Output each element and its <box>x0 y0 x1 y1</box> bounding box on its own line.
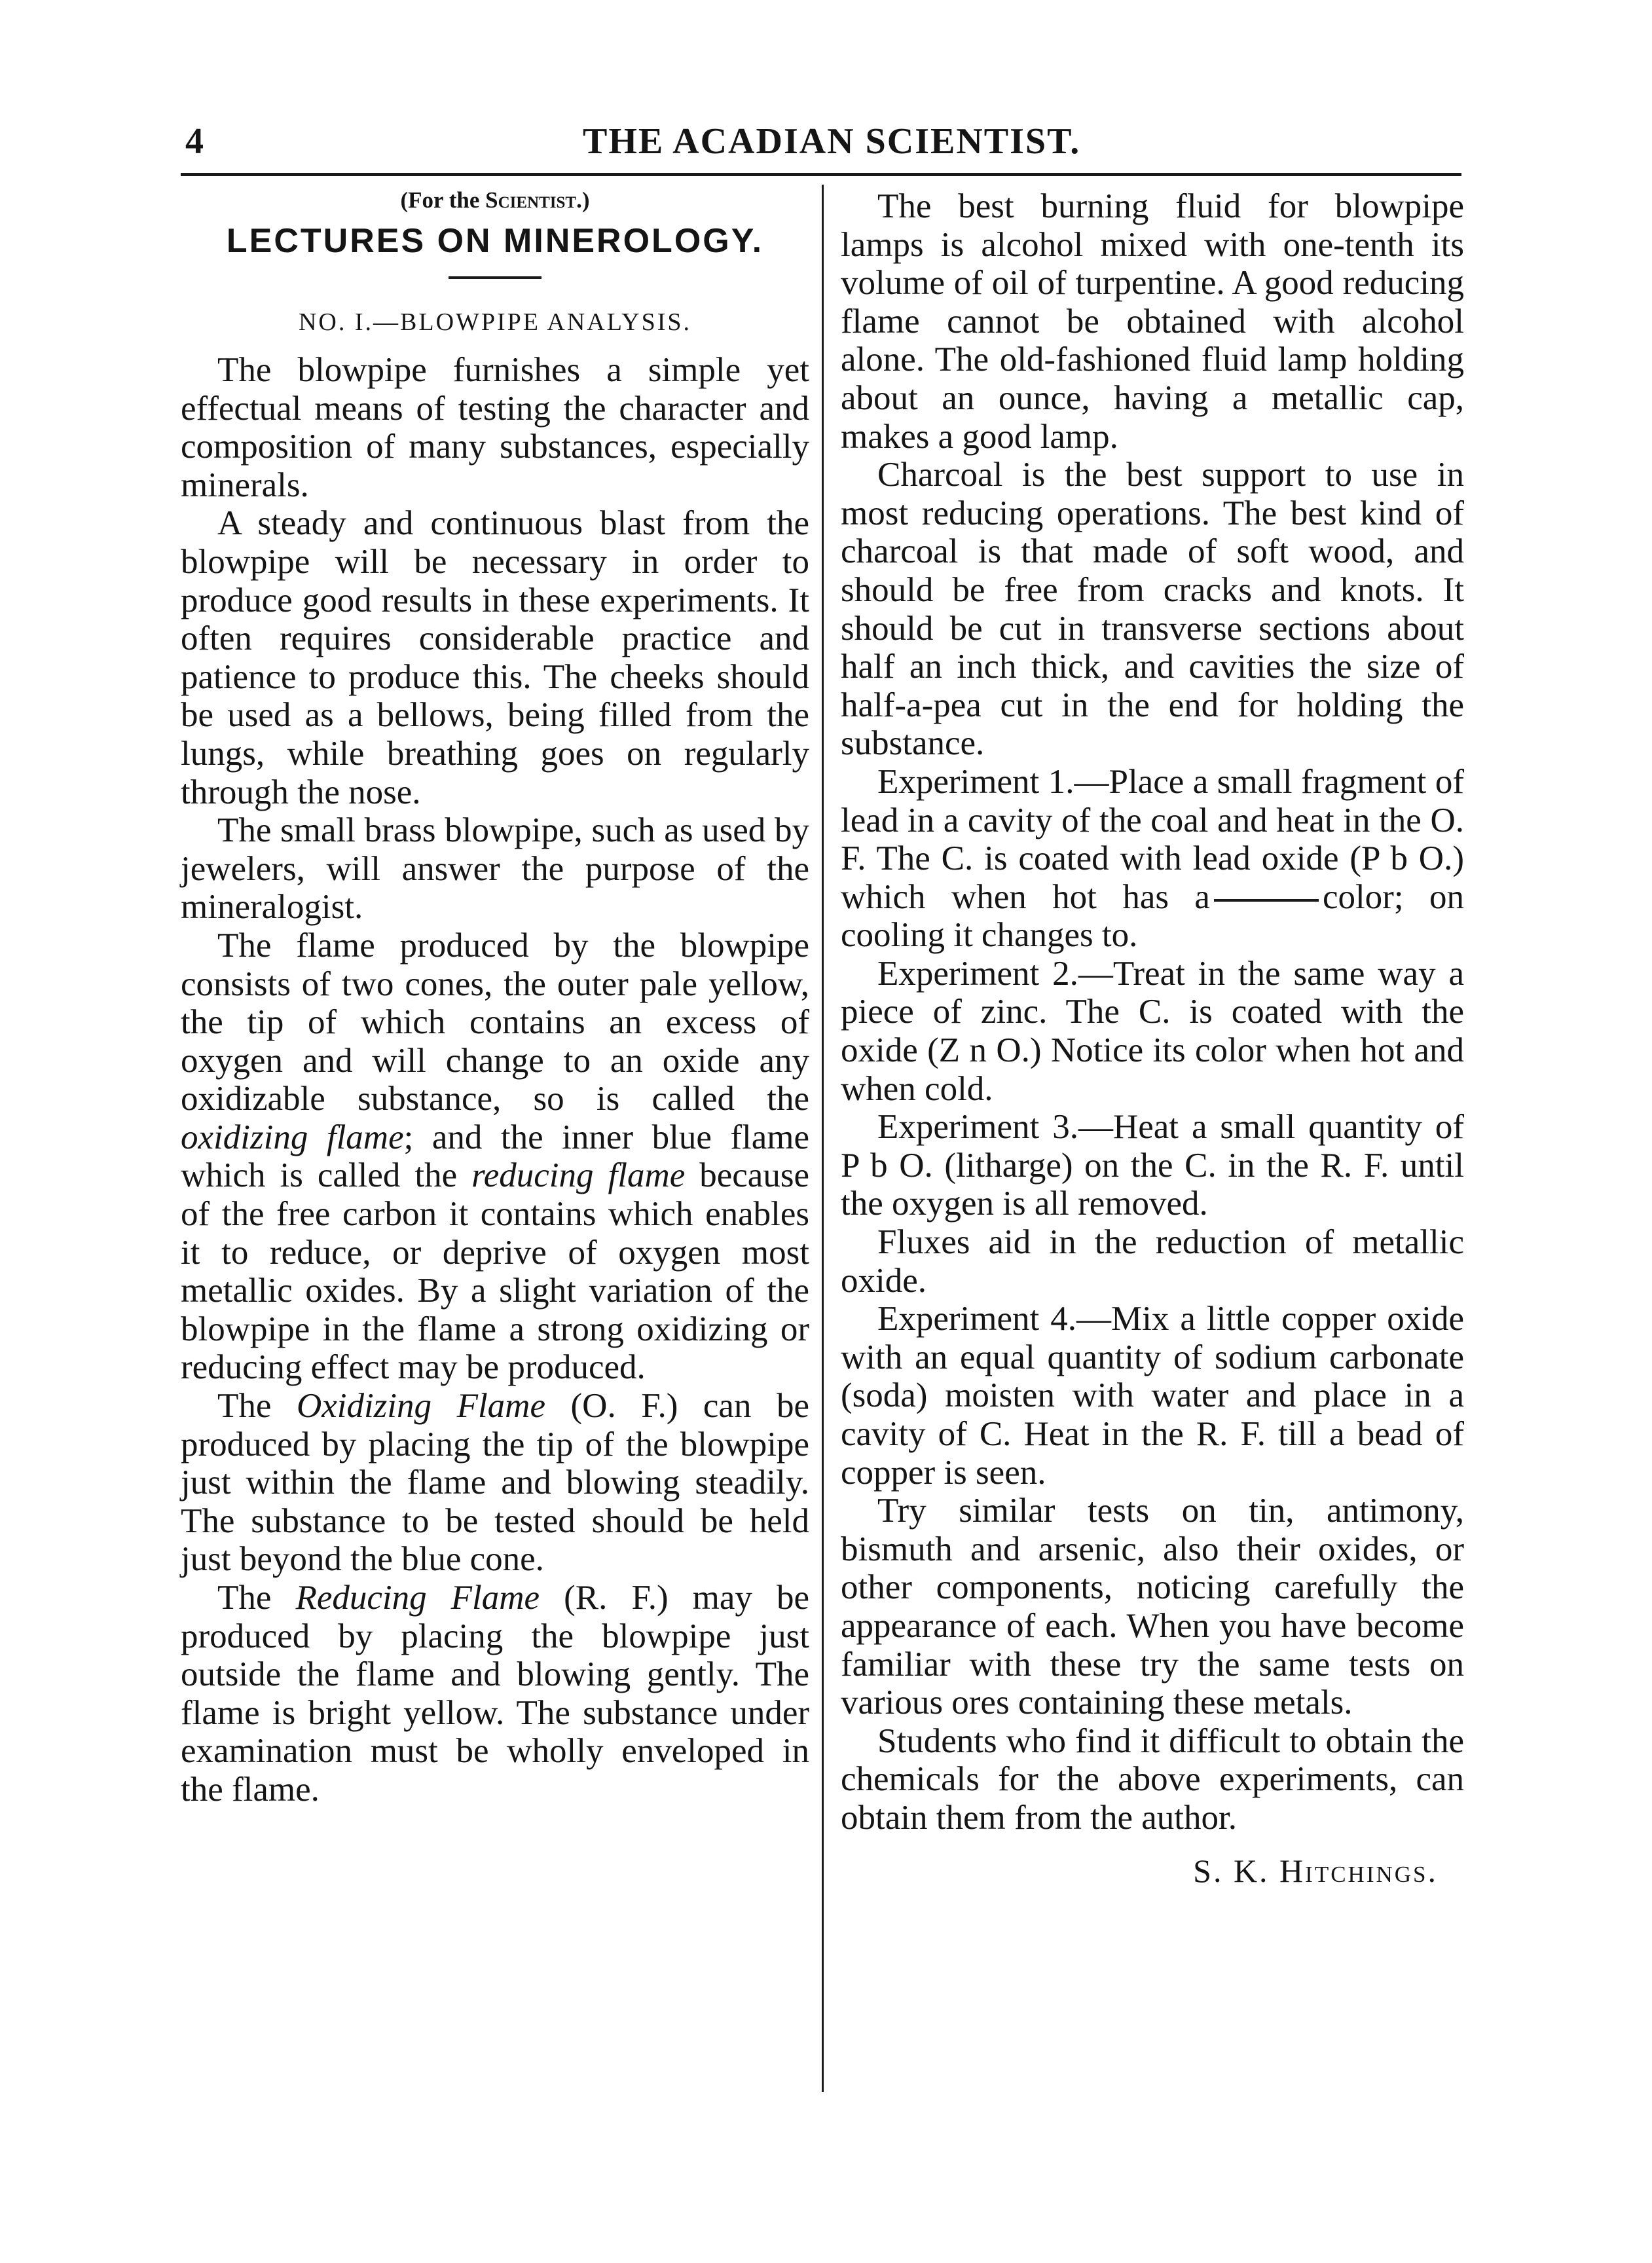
contributor-note-name: Scientist <box>485 187 577 213</box>
experiment-1-text-a: Experiment 1.—Place a small fragment of lead in a cavity of the coal and heat in the O. F. The C. is coated with lead oxide (P b O.) which when hot has a <box>841 762 1464 916</box>
paragraph-blast: A steady and continuous blast from the blowpipe will be necessary in order to produce good results in these experiments. It often requires considerable practice and patience to produce this. The cheeks should be used as a bellows, being filled from the lungs, while breathing goes on regularly through the nose. <box>181 504 809 811</box>
paragraph-flame-cones <box>181 927 809 1387</box>
right-column <box>841 187 1464 1890</box>
page-number: 4 <box>185 121 204 162</box>
paragraph-burning-fluid: The best burning fluid for blowpipe lamps is alcohol mixed with one-tenth its volume of oil of turpentine. A good reducing flame cannot be obtained with alcohol alone. The old-fashioned fluid lamp holding about an ounce, having a metallic cap, makes a good lamp. <box>841 187 1464 456</box>
paragraph-experiment-2: Experiment 2.—Treat in the same way a piece of zinc. The C. is coated with the oxide (Z n O.) Notice its color when hot and when cold. <box>841 954 1464 1108</box>
term-reducing-flame-heading: Reducing Flame <box>295 1579 540 1617</box>
header-rule <box>181 173 1461 176</box>
author-signature: S. K. Hitchings. <box>1193 1852 1438 1889</box>
column-rule <box>822 185 824 2092</box>
contributor-note-prefix: (For the <box>400 187 486 213</box>
paragraph-charcoal: Charcoal is the best support to use in most reducing operations. The best kind of charcoal is that made of soft wood, and should be free from cracks and knots. It should be cut in transverse sections about half an inch thick, and cavities the size of half-a-pea cut in the end for holding the substance. <box>841 456 1464 763</box>
paragraph-reducing-flame <box>181 1579 809 1809</box>
oxidizing-text-b: (O. F.) can be produced by placing the tip of the blowpipe just within the flame and blowing steadily. The substance to be tested should be held just beyond the blue cone. <box>181 1387 809 1579</box>
term-oxidizing-flame-heading: Oxidizing Flame <box>296 1387 545 1426</box>
paragraph-experiment-4: Experiment 4.—Mix a little copper oxide with an equal quantity of sodium carbonate (soda) moisten with water and place in a cavity of C. Heat in the R. F. till a bead of copper is seen. <box>841 1300 1464 1492</box>
reducing-text-a: The <box>217 1579 296 1617</box>
oxidizing-text-a: The <box>217 1387 297 1426</box>
term-reducing-flame: reducing flame <box>471 1156 686 1195</box>
left-column <box>181 187 809 1809</box>
paragraph-brass-blowpipe: The small brass blowpipe, such as used by jewelers, will answer the purpose of the mineralogist. <box>181 811 809 927</box>
contributor-note-suffix: .) <box>576 187 590 213</box>
paragraph-fluxes: Fluxes aid in the reduction of metallic oxide. <box>841 1223 1464 1300</box>
term-oxidizing-flame: oxidizing flame <box>181 1118 404 1156</box>
paragraph-similar-tests: Try similar tests on tin, antimony, bismuth and arsenic, also their oxides, or other components, noticing carefully the appearance of each. When you have become familiar with these try the same tests on various ores containing these metals. <box>841 1492 1464 1722</box>
flame-cones-text-b: ; and the inner blue flame which is called the <box>181 1118 810 1195</box>
paragraph-intro: The blowpipe furnishes a simple yet effectual means of testing the character and composition of many substances, especially minerals. <box>181 351 809 504</box>
title-dash <box>449 276 541 279</box>
experiment-1-text-b: color; on cooling it changes to. <box>841 877 1464 955</box>
paragraph-oxidizing-flame <box>181 1387 809 1579</box>
flame-cones-text-a: The flame produced by the blowpipe consists of two cones, the outer pale yellow, the tip of which contains an excess of oxygen and will change to an oxide any oxidizable substance, so is called the <box>181 926 809 1118</box>
paragraph-experiment-3: Experiment 3.—Heat a small quantity of P b O. (litharge) on the C. in the R. F. until the oxygen is all removed. <box>841 1108 1464 1223</box>
paragraph-students: Students who find it difficult to obtain the chemicals for the above experiments, can obtain them from the author. <box>841 1721 1464 1837</box>
contributor-note <box>181 187 809 213</box>
running-head: THE ACADIAN SCIENTIST. <box>583 121 1081 162</box>
fill-in-blank <box>1214 899 1319 902</box>
reducing-text-b: (R. F.) may be produced by placing the blowpipe just outside the flame and blowing gently. The flame is bright yellow. The substance under examination must be wholly enveloped in the flame. <box>181 1579 810 1809</box>
paragraph-experiment-1 <box>841 763 1464 955</box>
flame-cones-text-c: because of the free carbon it contains which enables it to reduce, or deprive of oxygen most metallic oxides. By a slight variation of the blowpipe in the flame a strong oxidizing or reducing effect may be produced. <box>181 1156 809 1387</box>
article-title: LECTURES ON MINEROLOGY. <box>226 222 764 260</box>
lecture-subheading: NO. I.—BLOWPIPE ANALYSIS. <box>298 308 692 336</box>
